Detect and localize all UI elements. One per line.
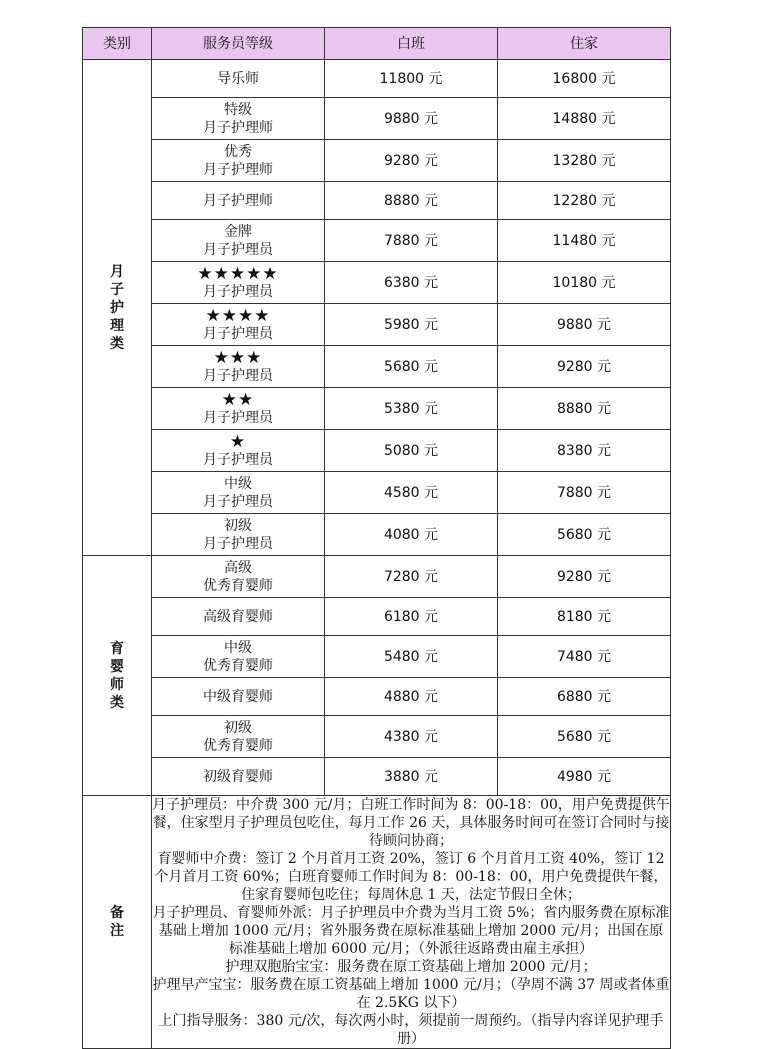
level-label: 月子护理员 xyxy=(203,493,273,510)
level-label: 月子护理员 xyxy=(203,409,273,426)
header-day-shift: 白班 xyxy=(325,28,498,60)
header-category: 类别 xyxy=(83,28,152,60)
table-row xyxy=(83,636,671,678)
notes-label-char: 注 xyxy=(110,923,124,939)
live-in-price: 8880 元 xyxy=(498,388,671,430)
level-label: 优秀 xyxy=(224,143,252,160)
level-cell xyxy=(152,304,325,346)
level-label: 导乐师 xyxy=(217,70,259,87)
level-label: 初级 xyxy=(224,719,252,736)
table-row xyxy=(83,556,671,598)
level-cell xyxy=(152,598,325,636)
level-cell xyxy=(152,678,325,716)
level-cell xyxy=(152,262,325,304)
day-shift-price: 9280 元 xyxy=(325,140,498,182)
table-row xyxy=(83,678,671,716)
live-in-price: 12280 元 xyxy=(498,182,671,220)
live-in-price: 10180 元 xyxy=(498,262,671,304)
day-shift-price: 9880 元 xyxy=(325,98,498,140)
table-row xyxy=(83,430,671,472)
category-maternity xyxy=(83,60,152,556)
live-in-price: 13280 元 xyxy=(498,140,671,182)
live-in-price: 9280 元 xyxy=(498,556,671,598)
level-label: 月子护理员 xyxy=(203,283,273,300)
note-line: 育婴师中介费：签订 2 个月首月工资 20%，签订 6 个月首月工资 40%，签订 12 个月首月工资 60%；白班育婴师工作时间为 8：00-18：00，用户免费提供午餐，住家育婴师包吃住；每周休息 1 天，法定节假日全休； xyxy=(154,851,668,903)
level-cell xyxy=(152,430,325,472)
live-in-price: 9280 元 xyxy=(498,346,671,388)
live-in-price: 5680 元 xyxy=(498,716,671,758)
table-row xyxy=(83,304,671,346)
live-in-price: 14880 元 xyxy=(498,98,671,140)
table-row xyxy=(83,514,671,556)
table-row xyxy=(83,598,671,636)
level-cell xyxy=(152,98,325,140)
day-shift-price: 5980 元 xyxy=(325,304,498,346)
table-row xyxy=(83,98,671,140)
header-live-in: 住家 xyxy=(498,28,671,60)
header-level: 服务员等级 xyxy=(152,28,325,60)
level-label: 优秀育婴师 xyxy=(203,657,273,674)
category-char: 护 xyxy=(110,299,124,316)
category-char: 师 xyxy=(110,676,124,693)
table-row xyxy=(83,758,671,796)
level-label: 中级育婴师 xyxy=(203,688,273,705)
star-rating: ★★★★★ xyxy=(197,263,279,284)
level-cell xyxy=(152,716,325,758)
star-rating: ★★★ xyxy=(213,347,263,368)
table-row xyxy=(83,716,671,758)
level-label: 高级育婴师 xyxy=(203,608,273,625)
live-in-price: 7480 元 xyxy=(498,636,671,678)
level-label: 高级 xyxy=(224,559,252,576)
level-label: 月子护理师 xyxy=(203,192,273,209)
price-table-body xyxy=(83,60,671,1049)
table-row xyxy=(83,220,671,262)
notes-label xyxy=(83,796,152,1049)
table-row xyxy=(83,388,671,430)
note-line: 护理早产宝宝：服务费在原工资基础上增加 1000 元/月；（孕周不满 37 周或者体重在 2.5KG 以下） xyxy=(152,977,670,1011)
level-label: 金牌 xyxy=(224,223,252,240)
day-shift-price: 4080 元 xyxy=(325,514,498,556)
level-cell xyxy=(152,472,325,514)
day-shift-price: 6380 元 xyxy=(325,262,498,304)
level-label: 月子护理员 xyxy=(203,451,273,468)
level-cell xyxy=(152,182,325,220)
table-row xyxy=(83,262,671,304)
category-char: 类 xyxy=(110,335,124,352)
live-in-price: 8380 元 xyxy=(498,430,671,472)
level-cell xyxy=(152,60,325,98)
day-shift-price: 3880 元 xyxy=(325,758,498,796)
level-cell xyxy=(152,220,325,262)
level-label: 特级 xyxy=(224,101,252,118)
level-cell xyxy=(152,140,325,182)
day-shift-price: 5080 元 xyxy=(325,430,498,472)
table-row xyxy=(83,60,671,98)
live-in-price: 5680 元 xyxy=(498,514,671,556)
table-row xyxy=(83,346,671,388)
day-shift-price: 7280 元 xyxy=(325,556,498,598)
level-label: 优秀育婴师 xyxy=(203,737,273,754)
live-in-price: 7880 元 xyxy=(498,472,671,514)
notes-content xyxy=(152,796,671,1049)
level-cell xyxy=(152,388,325,430)
level-label: 初级 xyxy=(224,517,252,534)
day-shift-price: 5380 元 xyxy=(325,388,498,430)
level-cell xyxy=(152,758,325,796)
live-in-price: 4980 元 xyxy=(498,758,671,796)
category-char: 子 xyxy=(110,281,124,298)
day-shift-price: 4580 元 xyxy=(325,472,498,514)
day-shift-price: 5480 元 xyxy=(325,636,498,678)
category-char: 理 xyxy=(110,317,124,334)
level-label: 月子护理员 xyxy=(203,535,273,552)
notes-label-char: 备 xyxy=(110,905,124,921)
day-shift-price: 8880 元 xyxy=(325,182,498,220)
category-char: 类 xyxy=(110,694,124,711)
level-label: 月子护理员 xyxy=(203,241,273,258)
category-char: 育 xyxy=(110,640,124,657)
notes-row xyxy=(83,796,671,1049)
live-in-price: 16800 元 xyxy=(498,60,671,98)
level-label: 月子护理员 xyxy=(203,367,273,384)
table-row xyxy=(83,472,671,514)
level-cell xyxy=(152,636,325,678)
level-label: 初级育婴师 xyxy=(203,768,273,785)
level-label: 中级 xyxy=(224,475,252,492)
level-label: 优秀育婴师 xyxy=(203,577,273,594)
price-table xyxy=(82,27,671,1049)
category-char: 月 xyxy=(110,263,124,280)
note-line: 护理双胞胎宝宝：服务费在原工资基础上增加 2000 元/月； xyxy=(225,959,597,975)
level-label: 月子护理师 xyxy=(203,119,273,136)
level-cell xyxy=(152,514,325,556)
star-rating: ★ xyxy=(229,431,247,452)
day-shift-price: 6180 元 xyxy=(325,598,498,636)
day-shift-price: 11800 元 xyxy=(325,60,498,98)
star-rating: ★★ xyxy=(221,389,255,410)
day-shift-price: 4380 元 xyxy=(325,716,498,758)
level-cell xyxy=(152,346,325,388)
live-in-price: 8180 元 xyxy=(498,598,671,636)
header-row xyxy=(83,28,671,60)
category-char: 婴 xyxy=(110,658,124,675)
level-label: 月子护理师 xyxy=(203,161,273,178)
live-in-price: 11480 元 xyxy=(498,220,671,262)
note-line: 上门指导服务：380 元/次，每次两小时，须提前一周预约。（指导内容详见护理手册） xyxy=(158,1013,664,1047)
day-shift-price: 4880 元 xyxy=(325,678,498,716)
level-cell xyxy=(152,556,325,598)
live-in-price: 9880 元 xyxy=(498,304,671,346)
level-label: 月子护理员 xyxy=(203,325,273,342)
level-label: 中级 xyxy=(224,639,252,656)
day-shift-price: 7880 元 xyxy=(325,220,498,262)
table-row xyxy=(83,182,671,220)
day-shift-price: 5680 元 xyxy=(325,346,498,388)
category-nanny xyxy=(83,556,152,796)
live-in-price: 6880 元 xyxy=(498,678,671,716)
table-row xyxy=(83,140,671,182)
note-line: 月子护理员、育婴师外派：月子护理员中介费为当月工资 5%；省内服务费在原标准基础上增加 1000 元/月；省外服务费在原标准基础上增加 2000 元/月；出国在原标准基础上增加 6000 元/月；（外派往返路费由雇主承担） xyxy=(152,905,670,957)
star-rating: ★★★★ xyxy=(205,305,271,326)
note-line: 月子护理员：中介费 300 元/月；白班工作时间为 8：00-18：00，用户免费提供午餐，住家型月子护理员包吃住，每月工作 26 天，具体服务时间可在签订合同时与接待顾问协商； xyxy=(152,797,670,849)
